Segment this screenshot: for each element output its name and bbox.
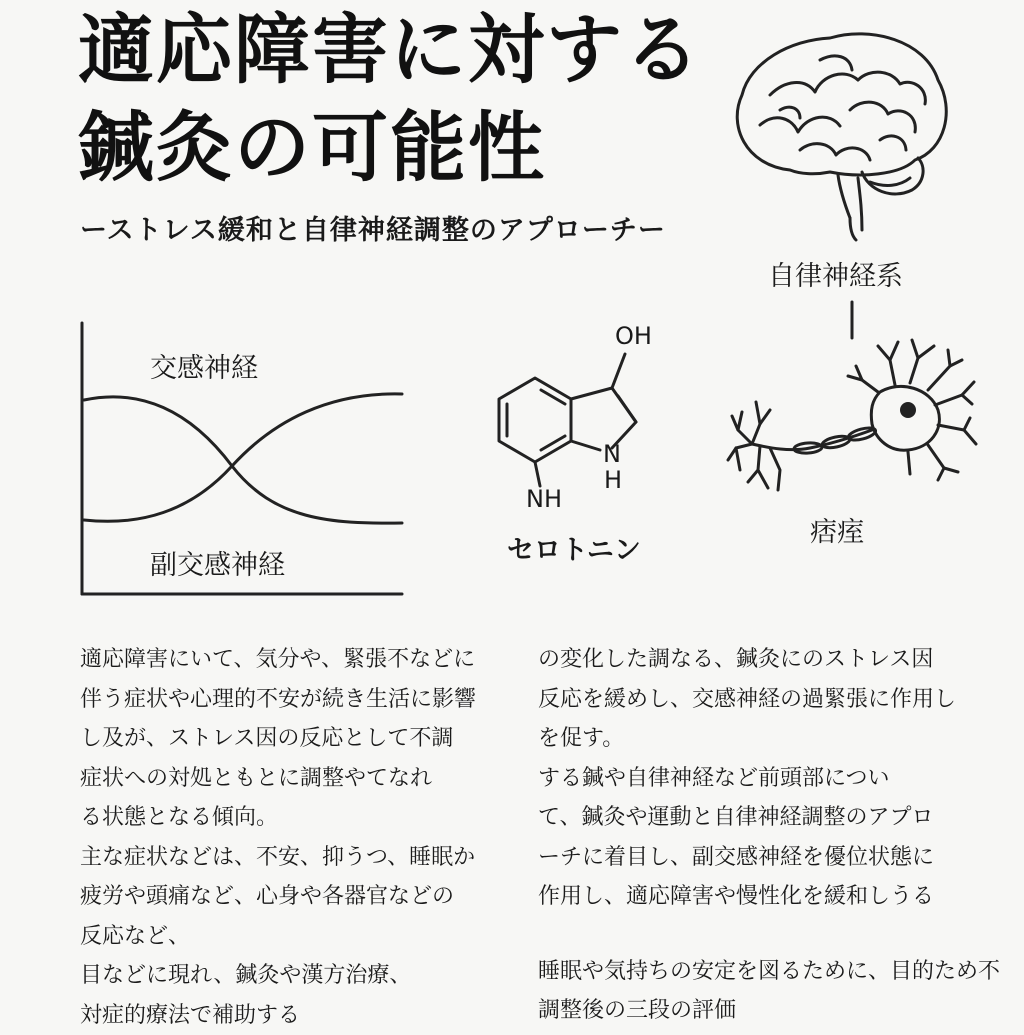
neuron-label: 痞痓 (810, 510, 864, 549)
body-line: 主な症状などは、不安、抑うつ、睡眠か (80, 838, 500, 878)
body-line: る状態となる傾向。 (80, 798, 500, 838)
body-column-left (80, 640, 500, 1035)
body-line: 調整後の三段の評価 (538, 991, 958, 1031)
sympathetic-curve (84, 397, 402, 523)
body-line: ーチに着目し、副交感神経を優位状態に (538, 838, 958, 878)
body-column-right (538, 640, 958, 1031)
serotonin-label: セロトニン (507, 528, 641, 567)
body-line: の変化した調なる、鍼灸にのストレス因 (538, 640, 958, 680)
body-line: 作用し、適応障害や慢性化を緩和しうる (538, 877, 958, 917)
body-line: 睡眠や気持ちの安定を図るために、目的ため不 (538, 952, 958, 992)
body-line: 目などに現れ、鍼灸や漢方治療、 (80, 956, 500, 996)
body-line: 症状への対処ともとに調整やてなれ (80, 759, 500, 799)
molecule-oh-label: OH (615, 322, 652, 350)
body-line: 伴う症状や心理的不安が続き生活に影響 (80, 680, 500, 720)
page-title-line-1: 適応障害に対する (78, 12, 702, 88)
body-line: 対症的療法で補助する (80, 996, 500, 1035)
page-title-line-2: 鍼灸の可能性 (78, 110, 546, 186)
page-subtitle: ーストレス緩和と自律神経調整のアプローチー (80, 208, 666, 247)
molecule-h-label: H (604, 466, 622, 494)
autonomic-nervous-system-label: 自律神経系 (768, 254, 903, 293)
parasympathetic-label: 副交感神経 (150, 543, 285, 582)
body-line: 疲労や頭痛など、心身や各器官などの (80, 877, 500, 917)
parasympathetic-curve (84, 394, 402, 521)
body-line: し及が、ストレス因の反応として不調 (80, 719, 500, 759)
body-line: を促す。 (538, 719, 958, 759)
sympathetic-label: 交感神経 (150, 346, 258, 385)
body-line: て、鍼灸や運動と自律神経調整のアプロ (538, 798, 958, 838)
molecule-n-label: N (603, 440, 621, 468)
body-line: 反応など、 (80, 917, 500, 957)
body-line: する鍼や自律神経など前頭部につい (538, 759, 958, 799)
body-line: 適応障害にいて、気分や、緊張不などに (80, 640, 500, 680)
molecule-nh-label: NH (526, 485, 562, 513)
body-line: 反応を緩めし、交感神経の過緊張に作用し (538, 680, 958, 720)
